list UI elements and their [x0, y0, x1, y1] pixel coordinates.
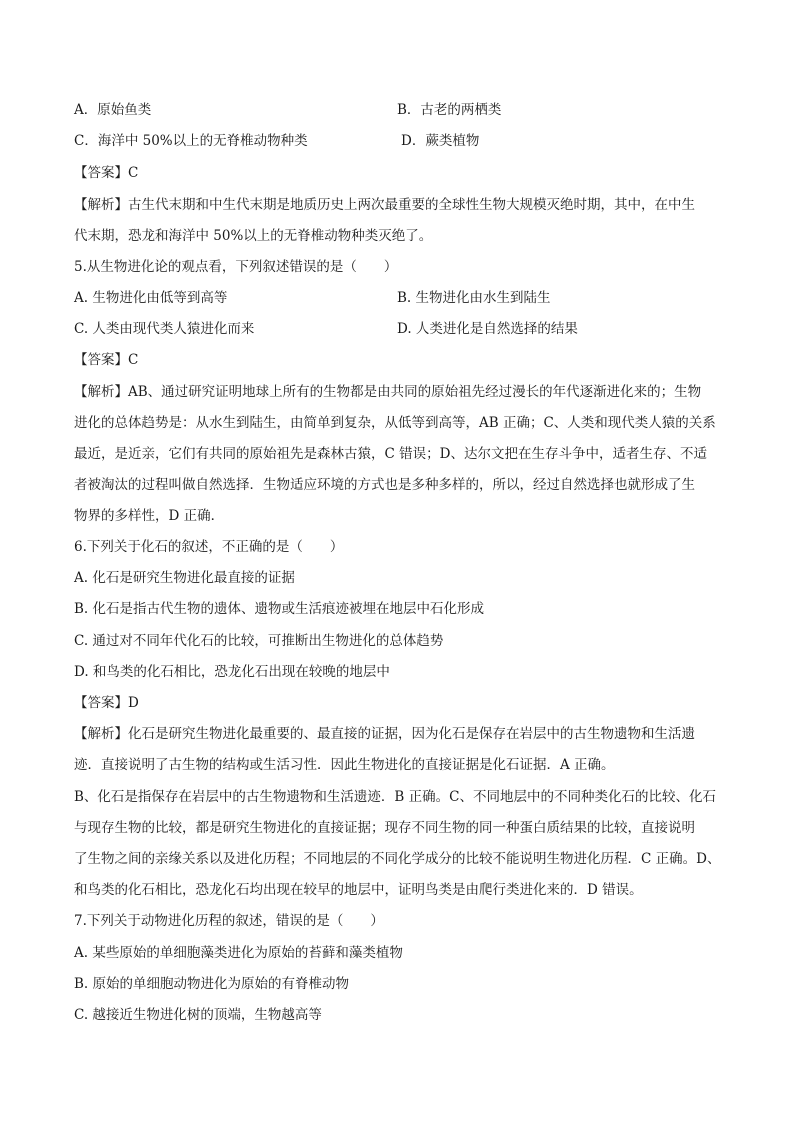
option-a: A. 生物进化由低等到高等: [74, 290, 228, 306]
option-d: D. 人类进化是自然选择的结果: [397, 321, 578, 337]
analysis-line: 最近，是近亲，它们有共同的原始祖先是森林古猿，C 错误；D、达尔文把在生存斗争中，适者生存、不适: [74, 446, 707, 462]
option-c: C. 通过对不同年代化石的比较，可推断出生物进化的总体趋势: [74, 633, 444, 649]
analysis-line: 者被淘汰的过程叫做自然选择．生物适应环境的方式也是多种多样的，所以，经过自然选择也就形成了生: [74, 477, 695, 493]
answer-line: 【答案】D: [74, 695, 139, 711]
analysis-line: 物界的多样性，D 正确．: [74, 508, 225, 524]
answer-line: 【答案】C: [74, 165, 139, 181]
analysis-line: 进化的总体趋势是：从水生到陆生，由简单到复杂，从低等到高等，AB 正确；C、人类和现代类人猿的关系: [74, 415, 716, 431]
analysis-line: 与现存生物的比较，都是研究生物进化的直接证据；现存不同生物的同一种蛋白质结果的比较，直接说明: [74, 820, 695, 836]
option-d: D. 和鸟类的化石相比，恐龙化石出现在较晚的地层中: [74, 664, 390, 680]
option-row: [74, 288, 551, 308]
option-b: B. 原始的单细胞动物进化为原始的有脊椎动物: [74, 976, 350, 992]
option-a: A. 某些原始的单细胞藻类进化为原始的苔藓和藻类植物: [74, 945, 403, 961]
analysis-line: 了生物之间的亲缘关系以及进化历程；不同地层的不同化学成分的比较不能说明生物进化历程．C 正确。D、: [74, 851, 721, 867]
question-7: 7.下列关于动物进化历程的叙述，错误的是（ ）: [74, 913, 384, 929]
analysis-line: 迹．直接说明了古生物的结构或生活习性．因此生物进化的直接证据是化石证据．A 正确。: [74, 757, 615, 773]
analysis-line: 【解析】AB、通过研究证明地球上所有的生物都是由共同的原始祖先经过漫长的年代逐渐进化来的；生物: [74, 384, 702, 400]
option-b: B．古老的两栖类: [397, 102, 502, 118]
analysis-line: 【解析】古生代末期和中生代末期是地质历史上两次最重要的全球性生物大规模灭绝时期，其中，在中生: [74, 197, 695, 213]
option-a: A. 化石是研究生物进化最直接的证据: [74, 570, 295, 586]
analysis-line: B、化石是指保存在岩层中的古生物遗物和生活遗迹．B 正确。C、不同地层中的不同种类化石的比较、化石: [74, 789, 716, 805]
option-b: B. 化石是指古代生物的遗体、遗物或生活痕迹被埋在地层中石化形成: [74, 601, 485, 617]
analysis-line: 【解析】化石是研究生物进化最重要的、最直接的证据，因为化石是保存在岩层中的古生物遗物和生活遗: [74, 726, 695, 742]
option-c: C. 越接近生物进化树的顶端，生物越高等: [74, 1007, 322, 1023]
option-row: [74, 100, 502, 120]
answer-line: 【答案】C: [74, 352, 139, 368]
option-row: [74, 319, 578, 339]
analysis-line: 和鸟类的化石相比，恐龙化石均出现在较早的地层中，证明鸟类是由爬行类进化来的．D 错误。: [74, 882, 643, 898]
option-a: A．原始鱼类: [74, 102, 152, 118]
option-b: B. 生物进化由水生到陆生: [397, 290, 551, 306]
analysis-line: 代末期，恐龙和海洋中 50%以上的无脊椎动物种类灭绝了。: [74, 228, 433, 244]
question-6: 6.下列关于化石的叙述，不正确的是（ ）: [74, 539, 344, 555]
option-row: [74, 131, 480, 151]
option-d: D．蕨类植物: [401, 133, 480, 149]
question-5: 5.从生物进化论的观点看，下列叙述错误的是（ ）: [74, 259, 398, 275]
option-c: C. 人类由现代类人猿进化而来: [74, 321, 255, 337]
option-c: C．海洋中 50%以上的无脊椎动物种类: [74, 133, 308, 149]
